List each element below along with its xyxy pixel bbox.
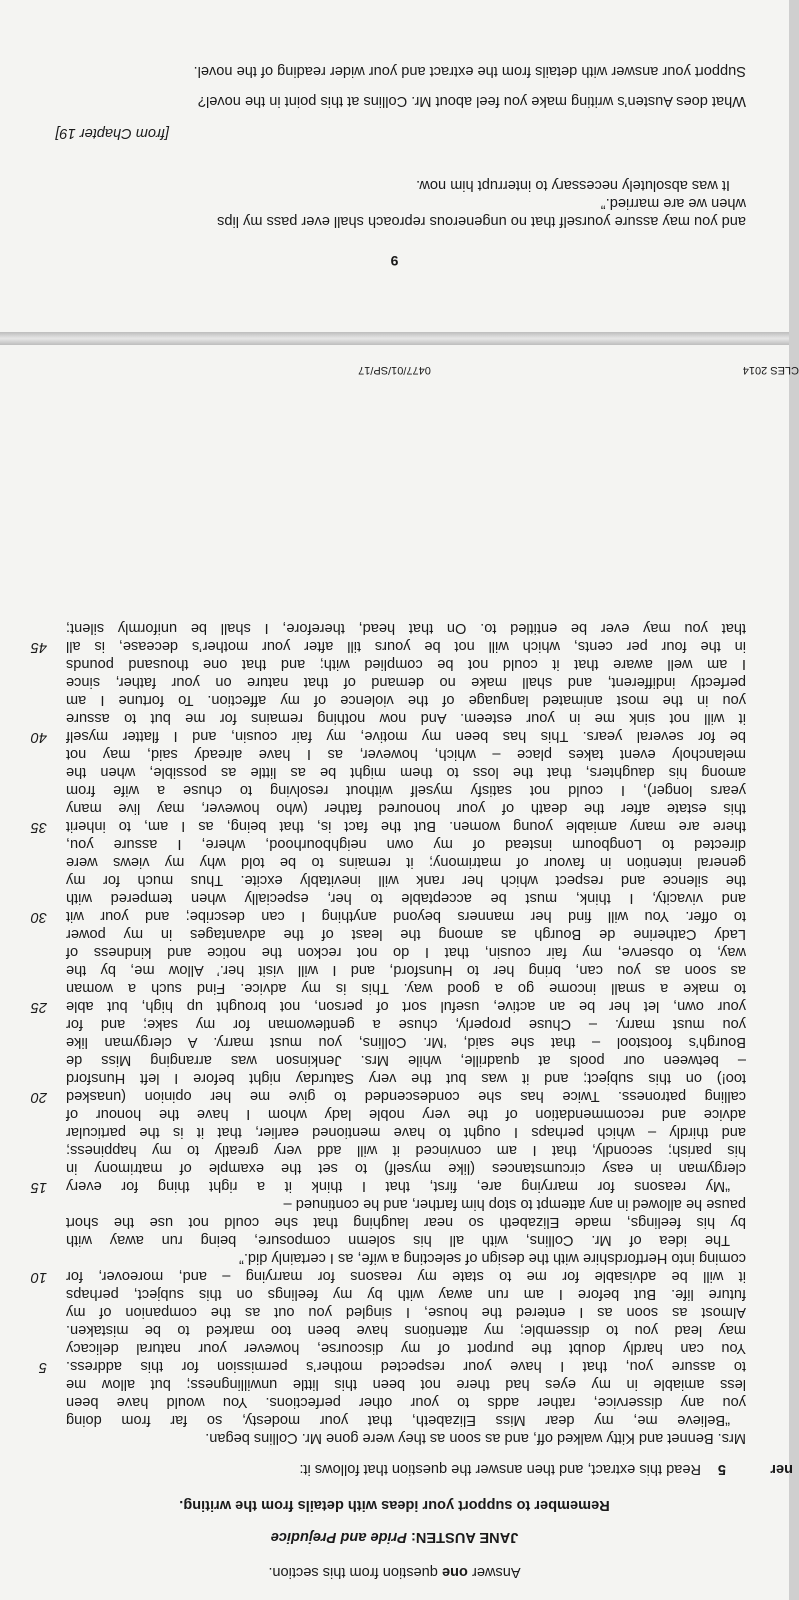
essay-question: What does Austen’s writing make you feel about Mr. Collins at this point in the novel? xyxy=(197,93,746,109)
source-reference: [from Chapter 19] xyxy=(55,125,169,141)
line-number: 45 xyxy=(30,639,47,655)
line-number: 40 xyxy=(30,729,47,745)
extract-line: you in the most animated language of the violence of my affection. To fortune I am xyxy=(66,692,746,708)
extract-line: too!) on this subject; and it was but the very Saturday night before I left Hunsford xyxy=(66,1070,746,1086)
question-margin-label: ner xyxy=(770,1461,793,1477)
extract-line: your own, let her be an active, useful sort of person, not brought up high, but able xyxy=(66,998,746,1014)
extract-line: advice and recommendation of the very noble lady whom I have the honour of xyxy=(66,1106,746,1122)
extract-line: as soon as you can, bring her to Hunsford, and I will visit her.’ Allow me, by the xyxy=(66,962,746,978)
section-instruction: Answer one question from this section. xyxy=(268,1564,521,1580)
question-prompt: Read this extract, and then answer the question that follows it: xyxy=(299,1461,701,1477)
extract-line: directed to Longbourn instead of my own neighbourhood, where, I assure you, xyxy=(66,836,746,852)
extract-line: “Believe me, my dear Miss Elizabeth, that your modesty, so far from doing xyxy=(66,1412,730,1428)
page-number: 9 xyxy=(390,253,399,269)
extract-line: I am well aware that it could not be complied with; and that one thousand pounds xyxy=(66,656,746,672)
extract-line: Lady Catherine de Bourgh as among the least of the advantages in my power xyxy=(66,926,746,942)
footer-copyright: CLES 2014 xyxy=(742,364,799,376)
line-number: 25 xyxy=(30,999,47,1015)
extract-line: pause he allowed in any attempt to stop him farther, and he continued – xyxy=(283,1196,746,1212)
extract-line: may lead you to dissemble; my attentions have been too marked to be mistaken. xyxy=(66,1322,746,1338)
extract-line: – between our pools at quadrille, while Mrs. Jenkinson was arranging Miss de xyxy=(66,1052,746,1068)
extract-line: you must marry. – Chuse properly, chuse a gentlewoman for my sake; and for xyxy=(66,1016,746,1032)
page-gap xyxy=(0,332,789,345)
extract-line: perfectly indifferent, and shall make no demand of that nature on your father, since xyxy=(66,674,746,690)
extract-line: and vivacity, I think, must be acceptable to her, especially when tempered with xyxy=(66,890,746,906)
extract-line: it will be advisable for me to state my reasons for marrying – and, moreover, for xyxy=(66,1268,746,1284)
extract-line: his parish; secondly, that I am convinced it will add very greatly to my happiness; xyxy=(66,1142,746,1158)
line-number: 10 xyxy=(30,1269,47,1285)
extract-line: you any disservice, rather adds to your other perfections. You would have been xyxy=(66,1394,746,1410)
extract-line: melancholy event takes place – which, however, as I have already said, may not xyxy=(66,746,746,762)
extract-line: among his daughters, that the loss to them might be as little as possible, when the xyxy=(66,764,746,780)
extract-line: the silence and respect which her rank will inevitably excite. Thus much for my xyxy=(66,872,746,888)
extract-line: You can hardly doubt the purport of my discourse, however your natural delicacy xyxy=(66,1340,746,1356)
extract-line: way, to observe, my fair cousin, that I do not reckon the notice and kindness of xyxy=(66,944,746,960)
extract-line: coming into Hertfordshire with the design of selecting a wife, as I certainly did.” xyxy=(239,1250,746,1266)
line-number: 5 xyxy=(38,1359,47,1375)
line-number: 20 xyxy=(30,1089,47,1105)
extract-line: to offer. You will find her manners beyond anything I can describe; and your wit xyxy=(66,908,746,924)
extract-line: this estate after the death of your honoured father (who however, may live many xyxy=(66,800,746,816)
extract-line: be for several years. This has been my motive, my fair cousin, and I flatter myself xyxy=(66,728,746,744)
extract-line: Mrs. Bennet and Kitty walked off, and as soon as they were gone Mr. Collins began. xyxy=(205,1430,746,1446)
extract-line: in the four per cents, which will not be yours till after your mother’s decease, is all xyxy=(66,638,746,654)
extract-line: it will not sink me in your esteem. And now nothing remains for me but to assure xyxy=(66,710,746,726)
continued-line: when we are married.” xyxy=(600,195,746,211)
extract-line: Almost as soon as I entered the house, I singled you out as the companion of my xyxy=(66,1304,746,1320)
extract-line: there are many amiable young women. But the fact is, that being, as I am, to inherit xyxy=(66,818,746,834)
continued-line: It was absolutely necessary to interrupt him now. xyxy=(416,177,730,193)
extract-line: calling patroness. Twice has she condescended to give me her opinion (unasked xyxy=(66,1088,746,1104)
extract-line: The idea of Mr. Collins, with all his solemn composure, being run away with xyxy=(66,1232,730,1248)
extract-line: future life. But before I am run away with by my feelings on this subject, perhaps xyxy=(66,1286,746,1302)
exam-page xyxy=(0,345,799,1600)
essay-support-instruction: Support your answer with details from the extract and your wider reading of the novel. xyxy=(193,63,746,79)
line-number: 30 xyxy=(30,909,47,925)
extract-line: to make a small income go a good way. This is my advice. Find such a woman xyxy=(66,980,746,996)
question-number: 5 xyxy=(717,1461,726,1477)
extract-line: less amiable in my eyes had there not been this little unwillingness; but allow me xyxy=(66,1376,746,1392)
continued-line: and you may assure yourself that no ungenerous reproach shall ever pass my lips xyxy=(217,213,746,229)
line-number: 35 xyxy=(30,819,47,835)
line-number: 15 xyxy=(30,1179,47,1195)
extract-line: clergyman in easy circumstances (like myself) to set the example of matrimony in xyxy=(66,1160,746,1176)
reminder: Remember to support your ideas with details from the writing. xyxy=(179,1497,610,1513)
extract-line: Bourgh’s footstool – that she said, ‘Mr. Collins, you must marry. A clergyman like xyxy=(66,1034,746,1050)
footer-code: 0477/01/SP/17 xyxy=(358,364,431,376)
extract-line: general intention in favour of matrimony; it remains to be told why my views were xyxy=(66,854,746,870)
exam-page-next xyxy=(0,0,789,332)
text-title: JANE AUSTEN: Pride and Prejudice xyxy=(270,1529,519,1545)
extract-line: “My reasons for marrying are, first, that I think it a right thing for every xyxy=(66,1178,730,1194)
extract-line: to assure you, that I have your respected mother’s permission for this address. xyxy=(66,1358,746,1374)
extract-line: by his feelings, made Elizabeth so near laughing that she could not use the short xyxy=(66,1214,746,1230)
extract-line: years longer), I could not satisfy myself without resolving to chuse a wife from xyxy=(66,782,746,798)
extract-line: that you may ever be entitled to. On that head, therefore, I shall be uniformly silent; xyxy=(66,620,746,636)
extract-line: and thirdly – which perhaps I ought to have mentioned earlier, that it is the particular xyxy=(66,1124,746,1140)
